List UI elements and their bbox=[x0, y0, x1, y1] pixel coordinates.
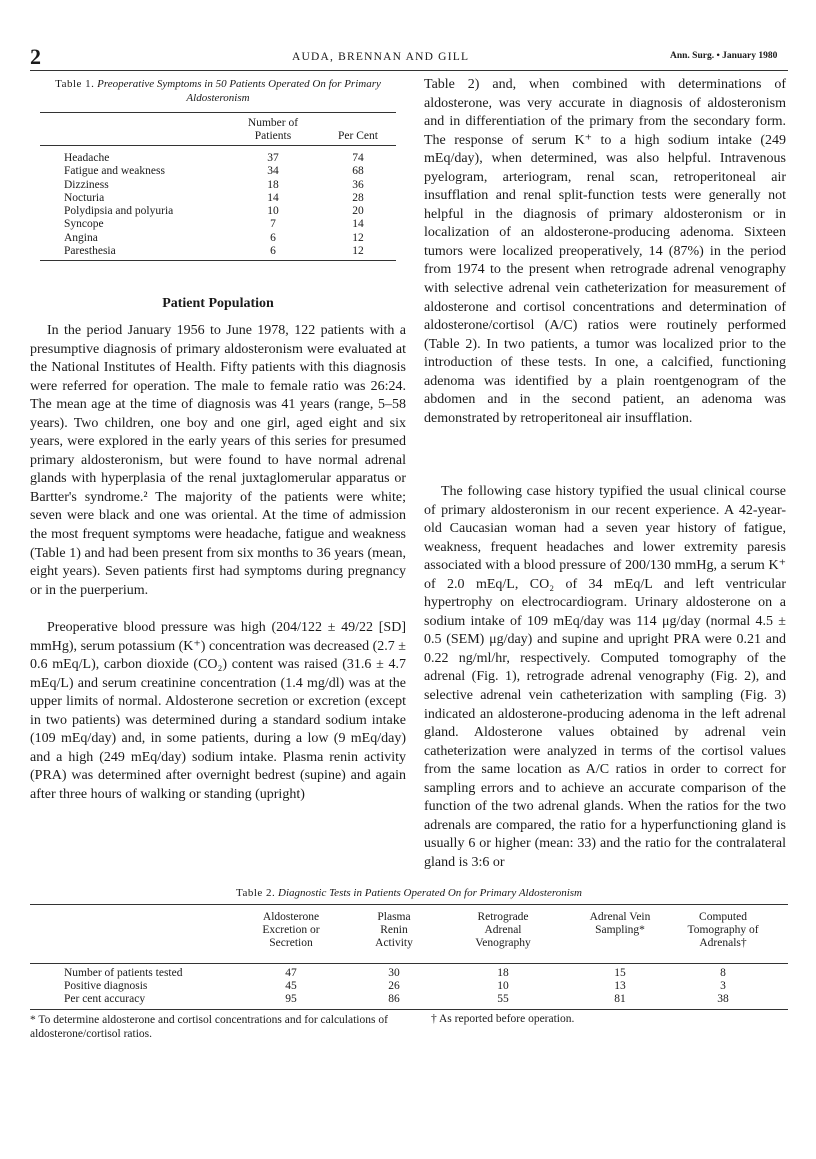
cell-value: 55 bbox=[497, 993, 509, 1005]
row-label: Headache bbox=[64, 152, 110, 164]
table1-caption-number: Table 1. bbox=[55, 78, 95, 90]
cell-value: 86 bbox=[388, 993, 400, 1005]
table2-bottom-rule bbox=[30, 1009, 788, 1010]
row-percent: 36 bbox=[352, 178, 364, 191]
table2-col-header: Computed Tomography of Adrenals† bbox=[687, 911, 759, 949]
header-rule bbox=[30, 70, 788, 71]
table-row bbox=[40, 205, 396, 218]
section-heading: Patient Population bbox=[162, 296, 274, 311]
table-row bbox=[40, 165, 396, 178]
table-row bbox=[30, 993, 788, 1006]
table2-col-header: Plasma Renin Activity bbox=[375, 911, 413, 949]
cell-value: 3 bbox=[720, 980, 726, 992]
table2-caption-text: Diagnostic Tests in Patients Operated On for Primary Aldosteronism bbox=[278, 887, 582, 899]
row-number: 37 bbox=[267, 152, 279, 164]
table1-bottom-rule bbox=[40, 260, 396, 261]
row-label: Polydipsia and polyuria bbox=[64, 205, 174, 218]
journal-citation: Ann. Surg. • January 1980 bbox=[670, 51, 778, 61]
table-row bbox=[30, 967, 788, 980]
row-label: Angina bbox=[64, 231, 98, 244]
cell-value: 45 bbox=[285, 980, 297, 992]
row-label: Positive diagnosis bbox=[64, 980, 148, 992]
cell-value: 81 bbox=[614, 993, 626, 1005]
body-paragraph: The following case history typified the usual clinical course of primary aldosteronism in our recent experience. A 42-year-old Caucasian woman had a seven year history of fatigue, weakness, frequent headaches and lower extremity paresis associated with a blood pressure of 200/130 mmHg, a serum K⁺ of 2.0 mEq/L, CO₂ of 34 mEq/L and left ventricular hypertrophy on electrocardiogram. Urinary aldosterone on a sodium intake of 109 mEq/day was 114 μg/day (normal 4.5 ± 0.5 (SEM) μg/day) and supine and upright PRA were 0.21 and 0.22 ng/ml/hr, respectively. Computed tomography of the adrenal (Fig. 1), retrograde adrenal venography (Fig. 2), and selective adrenal vein catheterization with sampling (Fig. 3) indicated an aldosterone-producing adenoma in the left adrenal gland. Aldosterone values obtained by adrenal vein catheterization were analyzed in terms of the cortisol values from the same location as A/C ratios in order to correct for sampling errors and to achieve an accurate comparison of the function of the two adrenal glands. When the ratios for the two adrenals are compared, the ratio for a hyperfunctioning gland is usually 6 or higher (mean: 33) and the ratio for the contralateral gland is 3:6 or bbox=[424, 484, 786, 870]
row-percent: 14 bbox=[352, 218, 364, 231]
table-row bbox=[40, 192, 396, 205]
cell-value: 95 bbox=[285, 993, 297, 1005]
row-number: 18 bbox=[267, 178, 279, 191]
table-row bbox=[40, 152, 396, 165]
row-label: Fatigue and weakness bbox=[64, 165, 165, 178]
row-number: 14 bbox=[267, 191, 279, 204]
table2-footnote-2: † As reported before operation. bbox=[431, 1013, 575, 1025]
table-row bbox=[40, 245, 396, 258]
right-column-paragraph-2 bbox=[424, 483, 786, 872]
cell-value: 30 bbox=[388, 967, 400, 979]
row-percent: 12 bbox=[352, 245, 364, 258]
body-paragraph: Table 2) and, when combined with determinations of aldosterone, was very accurate in diagnosis of aldosteronism and in differentiation of the primary from the secondary form. The response of serum K⁺ to a high sodium intake (249 mEq/day), when determined, was also helpful. Intravenous pyelogram, arteriogram, renal scan, retroperitoneal air insufflation and renal split-function tests were generally not helpful in the diagnosis of primary aldosteronism or in localization of an aldosterone-producing adenoma. Sixteen tumors were localized preoperatively, 14 (87%) in the period from 1974 to the present when retrograde adrenal venography with selective adrenal vein catheterization for measurement of aldosterone and cortisol concentrations and determination of aldosterone/cortisol (A/C) ratios were routinely performed (Table 2). In two patients, a tumor was localized prior to the introduction of these tests. In one, a calcified, functioning adenoma was identified by a plain roentgenogram of the abdomen and in the second patient, an adenoma was demonstrated by retroperitoneal air insufflation. bbox=[424, 77, 786, 426]
table1-col-number-header: Number of Patients bbox=[247, 117, 299, 142]
page-number: 2 bbox=[30, 44, 41, 69]
right-column-paragraph-1 bbox=[424, 76, 786, 428]
table-row bbox=[30, 980, 788, 993]
row-label: Per cent accuracy bbox=[64, 993, 146, 1005]
table2-col-header: Retrograde Adrenal Venography bbox=[475, 911, 531, 949]
cell-value: 18 bbox=[497, 967, 509, 979]
row-number: 7 bbox=[270, 218, 276, 231]
cell-value: 26 bbox=[388, 980, 400, 992]
running-head: AUDA, BRENNAN AND GILL bbox=[292, 51, 470, 63]
table1 bbox=[40, 112, 396, 261]
table-row bbox=[40, 232, 396, 245]
left-column-paragraph-2 bbox=[30, 619, 406, 804]
table1-header bbox=[40, 113, 396, 145]
body-paragraph: Preoperative blood pressure was high (204/122 ± 49/22 [SD] mmHg), serum potassium (K⁺) concentration was decreased (2.7 ± 0.6 mEq/L), carbon dioxide (CO₂) content was raised (31.6 ± 4.7 mEq/L) and serum creatinine concentration (1.4 mg/dl) was at the upper limits of normal. Aldosterone secretion or excretion (except in two patients) was determined during a standard sodium intake (109 mEq/day) and, in some patients, during a low (9 mEq/day) and a high (249 mEq/day) sodium intake. Plasma renin activity (PRA) was determined after overnight bedrest (supine) and again after three hours of walking or standing (upright) bbox=[30, 620, 406, 802]
cell-value: 8 bbox=[720, 967, 726, 979]
row-number: 6 bbox=[270, 245, 276, 258]
row-label: Number of patients tested bbox=[64, 967, 183, 979]
table2 bbox=[30, 904, 788, 1010]
row-label: Nocturia bbox=[64, 191, 105, 204]
row-percent: 20 bbox=[352, 205, 364, 218]
cell-value: 38 bbox=[717, 993, 729, 1005]
row-percent: 74 bbox=[352, 152, 364, 164]
row-percent: 28 bbox=[352, 191, 364, 204]
row-number: 10 bbox=[267, 205, 279, 218]
left-column-paragraph-1 bbox=[30, 322, 406, 600]
body-paragraph: In the period January 1956 to June 1978, 122 patients with a presumptive diagnosis of primary aldosteronism were evaluated at the National Institutes of Health. Fifty patients with this diagnosis were referred for operation. The male to female ratio was 26:24. The mean age at the time of diagnosis was 41 years (range, 5–58 years). Two children, one boy and one girl, aged eight and six years, were explored in the early years of this series for presumed primary aldosteronism, but were found to have normal adrenal glands with hyperplasia of the renal juxtaglomerular apparatus or Bartter's syndrome.² The majority of the patients were white; seven were black and one was oriental. At the time of admission the most frequent symptoms were headache, fatigue and weakness (Table 1) and had been present from six months to 36 years (mean, eight years). Seven patients first had symptoms during pregnancy or in the puerperium. bbox=[30, 323, 406, 598]
cell-value: 47 bbox=[285, 967, 297, 979]
table1-col-percent-header: Per Cent bbox=[338, 130, 378, 142]
table1-caption bbox=[40, 77, 396, 105]
table2-caption bbox=[30, 887, 788, 899]
cell-value: 15 bbox=[614, 967, 626, 979]
cell-value: 13 bbox=[614, 980, 626, 992]
row-label: Paresthesia bbox=[64, 245, 116, 258]
table-row bbox=[40, 218, 396, 231]
table2-header bbox=[30, 905, 788, 963]
row-number: 6 bbox=[270, 231, 276, 244]
table2-body bbox=[30, 963, 788, 1009]
table-row bbox=[40, 179, 396, 192]
table2-footnote-1: * To determine aldosterone and cortisol concentrations and for calculations of aldosterone/cortisol ratios. bbox=[30, 1014, 388, 1040]
row-percent: 12 bbox=[352, 231, 364, 244]
table1-caption-text: Preoperative Symptoms in 50 Patients Operated On for Primary Aldosteronism bbox=[97, 78, 381, 104]
table2-col-header: Adrenal Vein Sampling* bbox=[589, 911, 651, 936]
row-label: Syncope bbox=[64, 218, 104, 231]
table1-body bbox=[40, 145, 396, 260]
table2-caption-number: Table 2. bbox=[236, 887, 276, 899]
cell-value: 10 bbox=[497, 980, 509, 992]
row-number: 34 bbox=[267, 165, 279, 178]
row-percent: 68 bbox=[352, 165, 364, 178]
table2-col-header: Aldosterone Excretion or Secretion bbox=[262, 911, 320, 949]
row-label: Dizziness bbox=[64, 178, 109, 191]
